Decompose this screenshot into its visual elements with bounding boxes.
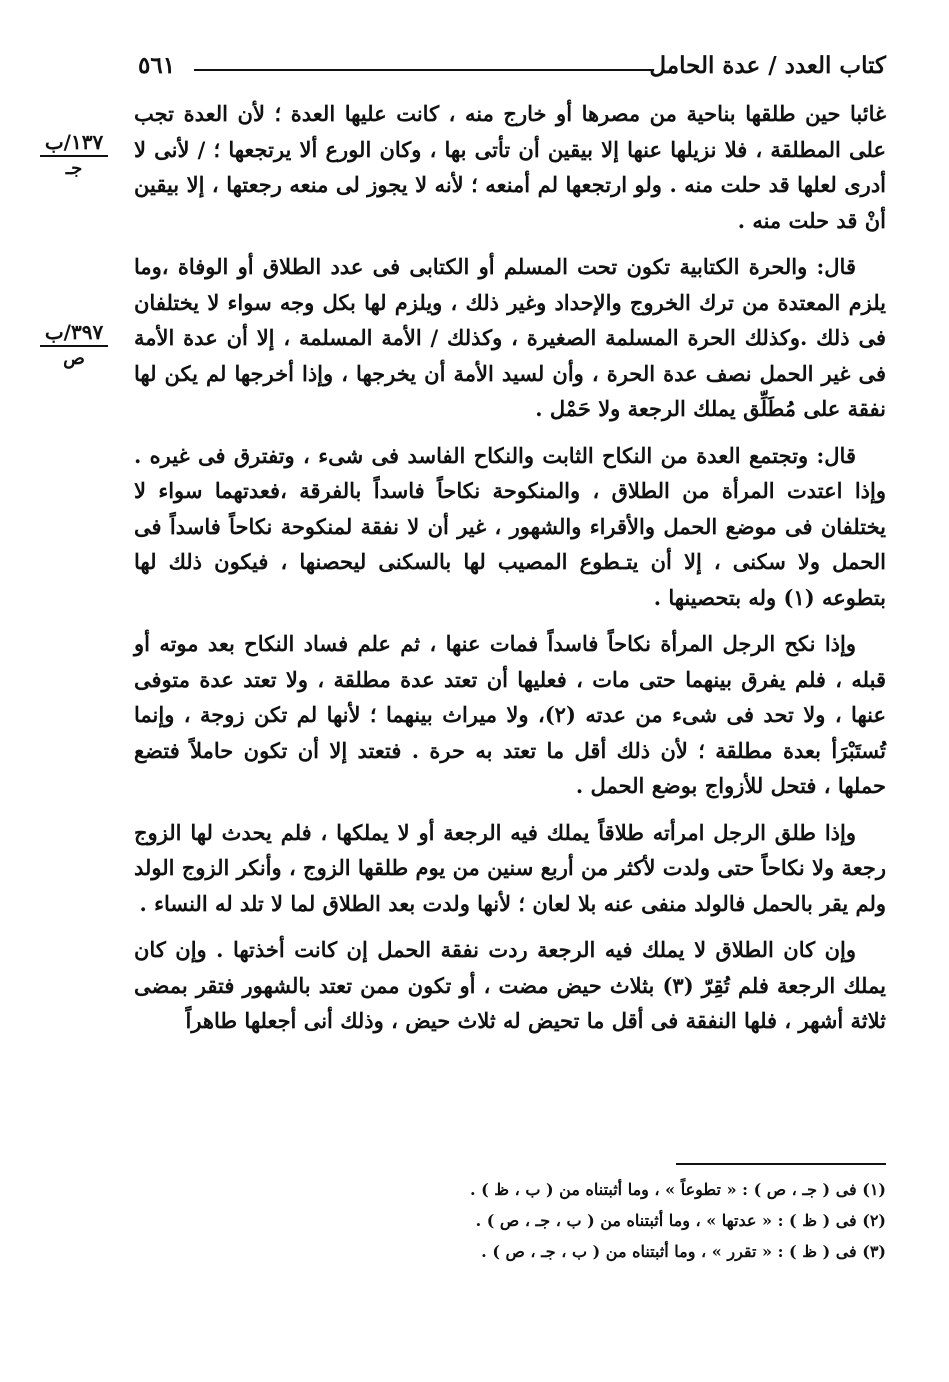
paragraph-text: وتجتمع العدة من النكاح الثابت والنكاح الفاسد فى شىء ، وتفترق فى غيره . وإذا اعتدت المرأة من الطلاق ، والمنكوحة نكاحاً فاسداً بالفرقة ،فعدتهما سواء لا يختلفان فى موضع الحمل والأقراء والشهور ، غير أن لا نفقة لمنكوحة نكاحاً فاسداً فى الحمل ولا سكنى ، إلا أن يتـطوع المصيب لها بالسكنى ليحصنها ، فيكون ذلك لها بتطوعه (١) وله بتحصينها . bbox=[134, 442, 886, 610]
footnote-separator bbox=[676, 1163, 886, 1165]
footnote: (١) فى ( جـ ، ص ) : « تطوعاً » ، وما أثبتناه من ( ب ، ظ ) . bbox=[470, 1180, 886, 1199]
chapter-title: كتاب العدد / عدة الحامل bbox=[649, 52, 886, 79]
paragraph-text: وإذا نكح الرجل المرأة نكاحاً فاسداً فمات عنها ، ثم علم فساد النكاح بعد موته أو قبله ، فلم يفرق بينهما حتى مات ، فعليها أن تعتد عدة مطلقة ، ولا تعتد عدة متوفى عنها ، ولا تحد فى شىء من عدته (٢)، ولا ميراث بينهما ؛ لأنها لم تكن زوجة ، وإنما تُستَبْرَأ بعدة مطلقة ؛ لأن ذلك أقل ما تعتد به حرة . فتعتد إلا أن تكون حاملاً فتضع حملها ، فتحل للأزواج بوضع الحمل . bbox=[134, 631, 886, 798]
paragraph bbox=[134, 96, 886, 238]
paragraph bbox=[134, 815, 886, 922]
header-rule bbox=[194, 69, 654, 71]
paragraph-lead-word: قال: bbox=[816, 254, 856, 279]
page-header bbox=[138, 48, 886, 88]
paragraph bbox=[134, 438, 886, 616]
paragraph-text: وإذا طلق الرجل امرأته طلاقاً يملك فيه الرجعة أو لا يملكها ، فلم يحدث لها الزوج رجعة ولا نكاحاً حتى ولدت لأكثر من أربع سنين من يوم طلقها الزوج ، وأنكر الزوج الولد ولم يقر بالحمل فالولد منفى عنه بلا لعان ؛ لأنها ولدت بعد الطلاق لما لا تلد له النساء . bbox=[134, 819, 886, 916]
footnote: (٣) فى ( ظ ) : « تقرر » ، وما أثبتناه من ( ب ، جـ ، ص ) . bbox=[481, 1242, 886, 1261]
margin-note-manuscript-jim bbox=[34, 130, 114, 179]
paragraph-text: وإن كان الطلاق لا يملك فيه الرجعة ردت نفقة الحمل إن كانت أخذتها . وإن كان يملك الرجعة فلم تُقِرّ (٣) بثلاث حيض مضت ، أو تكون ممن تعتد بالشهور فتقر بمضى ثلاثة أشهر ، فلها النفقة فى أقل ما تحيض له ثلاث حيض ، وذلك أنى أجعلها طاهراً bbox=[134, 937, 886, 1033]
paragraph-lead-word: قال: bbox=[816, 442, 856, 468]
main-text bbox=[134, 96, 886, 1050]
paragraph bbox=[134, 626, 886, 804]
paragraph-text: غائبا حين طلقها بناحية من مصرها أو خارج منه ، كانت عليها العدة ؛ لأن العدة تجب على المطلقة ، فلا نزيلها عنها إلا بيقين أن تأتى بها ، وكان الورع ألا يرتجعها ؛ / لأنى لا أدرى لعلها قد حلت منه . ولو ارتجعها لم أمنعه ؛ لأنه لا يجوز لى منعه رجعتها ، إلا بيقين أنْ قد حلت منه . bbox=[134, 101, 886, 233]
margin-note-rule bbox=[40, 155, 108, 157]
margin-note-folio: ٣٩٧/ب bbox=[44, 320, 104, 344]
footnotes bbox=[300, 1174, 886, 1267]
paragraph bbox=[134, 249, 886, 427]
page-number: ٥٦١ bbox=[138, 52, 176, 79]
margin-note-folio: ١٣٧/ب bbox=[44, 130, 104, 154]
margin-note-siglum: ص bbox=[63, 348, 85, 369]
footnote: (٢) فى ( ظ ) : « عدتها » ، وما أثبتناه من ( ب ، جـ ، ص ) . bbox=[475, 1211, 886, 1230]
margin-note-rule bbox=[40, 345, 108, 347]
paragraph-text: والحرة الكتابية تكون تحت المسلم أو الكتابى فى عدد الطلاق أو الوفاة ،وما يلزم المعتدة من ترك الخروج والإحداد وغير ذلك ، ويلزم لها بكل وجه سواء لا يختلفان فى ذلك .وكذلك الحرة المسلمة الصغيرة ، وكذلك / الأمة المسلمة ، إلا أن عدة الأمة فى غير الحمل نصف عدة الحرة ، وأن لسيد الأمة أن يخرجها ، وإذا أخرجها لم يكن لها نفقة على مُطَلِّق يملك الرجعة ولا حَمْل . bbox=[134, 254, 887, 421]
margin-note-siglum: جـ bbox=[65, 158, 83, 179]
paragraph bbox=[134, 932, 886, 1039]
margin-note-manuscript-sad bbox=[34, 320, 114, 369]
